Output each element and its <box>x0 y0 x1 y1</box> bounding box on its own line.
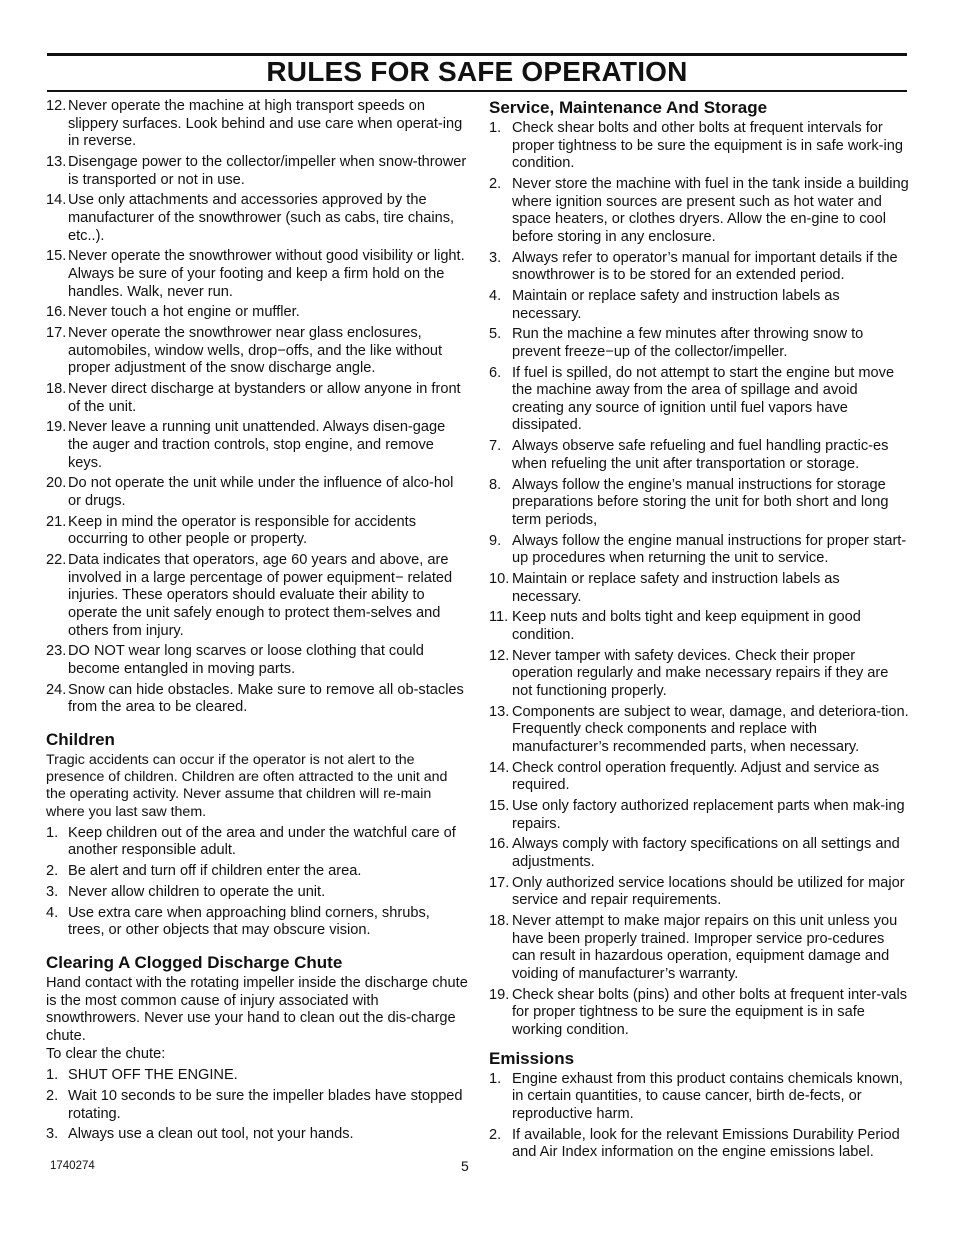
list-item <box>46 1067 468 1085</box>
item-text: Run the machine a few minutes after throwing snow to prevent freeze−up of the collector/impeller. <box>512 326 864 360</box>
item-number: 12. <box>46 98 67 114</box>
list-item <box>489 648 909 701</box>
list-item <box>46 192 468 245</box>
list-item <box>46 863 468 881</box>
item-number: 6. <box>489 364 502 381</box>
item-number: 22. <box>46 552 67 569</box>
item-text: Only authorized service locations should be utilized for major service and repair requirements. <box>512 874 905 909</box>
item-number: 18. <box>46 381 67 398</box>
item-number: 2. <box>46 863 59 880</box>
item-text: Never touch a hot engine or muffler. <box>68 304 300 321</box>
list-item <box>489 438 909 473</box>
item-text: Wait 10 seconds to be sure the impeller blades have stopped rotating. <box>68 1087 463 1122</box>
item-text: Keep nuts and bolts tight and keep equipment in good condition. <box>512 609 861 643</box>
right-column <box>489 98 909 1165</box>
item-number: 2. <box>46 1087 59 1104</box>
item-text: Never operate the machine at high transport speeds on slippery surfaces. Look behind and use care when operat-ing in reverse. <box>68 98 463 150</box>
item-text: Check control operation frequently. Adjust and service as required. <box>512 759 880 794</box>
item-text: Check shear bolts (pins) and other bolts at frequent inter-vals for proper tightness to be sure the equipment is in safe working condition. <box>512 986 908 1038</box>
list-item <box>46 475 468 510</box>
item-number: 1. <box>46 1067 59 1084</box>
emissions-heading: Emissions <box>489 1048 575 1068</box>
item-number: 20. <box>46 475 67 492</box>
list-item <box>489 760 909 795</box>
children-heading: Children <box>46 730 115 750</box>
item-number: 4. <box>46 904 59 921</box>
item-number: 23. <box>46 643 67 660</box>
item-number: 1. <box>46 824 59 841</box>
list-item <box>489 571 909 606</box>
list-item <box>489 1127 909 1162</box>
document-number: 1740274 <box>50 1160 95 1172</box>
item-text: Never store the machine with fuel in the tank inside a building where ignition sources are present such as hot water and space heaters, or clothes dryers. Allow the en-gine to cool before storing in any enclosure. <box>512 175 909 245</box>
item-text: Never attempt to make major repairs on this unit unless you have been properly trained. Improper service pro-cedures can result in hazardous operation, equipment damage and voiding of manufacturer’s warranty. <box>512 913 898 982</box>
item-number: 11. <box>489 609 509 626</box>
item-number: 5. <box>489 326 502 343</box>
item-text: Be alert and turn off if children enter the area. <box>68 863 362 880</box>
list-item <box>489 875 909 910</box>
list-item <box>489 250 909 285</box>
item-text: Always follow the engine’s manual instructions for storage preparations before storing the unit for both short and long term periods, <box>512 476 889 528</box>
item-text: Data indicates that operators, age 60 years and above, are involved in a large percentage of power equipment− related injuries. These operators should evaluate their ability to operate the unit safely enough to protect them-selves and others from injury. <box>68 552 453 639</box>
item-number: 1. <box>489 120 502 136</box>
item-text: Use only attachments and accessories approved by the manufacturer of the snowthrower (such as cabs, tire chains, etc..). <box>68 192 455 244</box>
item-text: Components are subject to wear, damage, and deteriora-tion. Frequently check components and replace with manufacturer’s recommended parts, when necessary. <box>512 703 909 755</box>
item-number: 14. <box>46 192 67 209</box>
item-number: 1. <box>489 1070 502 1087</box>
list-item <box>489 120 909 173</box>
list-item <box>489 176 909 246</box>
item-number: 10. <box>489 570 510 587</box>
item-number: 3. <box>46 884 59 900</box>
item-text: Keep in mind the operator is responsible for accidents occurring to other people or property. <box>68 513 417 548</box>
left-column <box>46 98 468 1147</box>
item-text: Always observe safe refueling and fuel handling practic-es when refueling the unit after transportation or storage. <box>512 438 889 472</box>
item-number: 2. <box>489 1126 502 1143</box>
item-number: 16. <box>46 304 67 321</box>
item-number: 19. <box>46 419 67 436</box>
item-text: Never operate the snowthrower without good visibility or light. Always be sure of your footing and keep a firm hold on the handles. Walk, never run. <box>68 248 465 300</box>
item-number: 16. <box>489 836 510 853</box>
list-item <box>489 836 909 871</box>
chute-list <box>46 1067 468 1144</box>
item-text: Snow can hide obstacles. Make sure to remove all ob-stacles from the area to be cleared. <box>68 681 464 716</box>
item-text: Always follow the engine manual instructions for proper start-up procedures when returning the unit to service. <box>512 532 907 567</box>
item-number: 17. <box>46 325 67 342</box>
item-number: 3. <box>489 249 502 266</box>
item-number: 18. <box>489 913 510 930</box>
item-number: 8. <box>489 476 502 493</box>
list-item <box>489 477 909 530</box>
list-item <box>46 1088 468 1123</box>
item-text: SHUT OFF THE ENGINE. <box>68 1067 238 1084</box>
item-number: 21. <box>46 513 67 530</box>
list-item <box>46 514 468 549</box>
item-text: Maintain or replace safety and instruction labels as necessary. <box>512 570 840 605</box>
item-number: 2. <box>489 175 502 192</box>
list-item <box>489 365 909 435</box>
service-heading: Service, Maintenance And Storage <box>489 98 768 117</box>
item-text: Never tamper with safety devices. Check their proper operation regularly and make necessary repairs if they are not functioning properly. <box>512 647 889 699</box>
item-text: If available, look for the relevant Emissions Durability Period and Air Index information on the engine emissions label. <box>512 1126 900 1161</box>
list-item <box>489 798 909 833</box>
list-item <box>46 825 468 860</box>
list-item <box>489 1071 909 1124</box>
item-text: Keep children out of the area and under the watchful care of another responsible adult. <box>68 824 456 859</box>
list-item <box>46 552 468 640</box>
list-item <box>489 326 909 361</box>
item-text: Do not operate the unit while under the influence of alco-hol or drugs. <box>68 475 454 509</box>
safety-rules-list <box>46 98 468 717</box>
title-underline <box>47 90 907 92</box>
item-text: Always use a clean out tool, not your hands. <box>68 1126 354 1143</box>
item-text: Check shear bolts and other bolts at frequent intervals for proper tightness to be sure the equipment is in safe work-ing condition. <box>512 120 904 172</box>
item-text: Never leave a running unit unattended. Always disen-gage the auger and traction controls, stop engine, and remove keys. <box>68 419 446 471</box>
item-text: DO NOT wear long scarves or loose clothing that could become entangled in moving parts. <box>68 643 424 677</box>
list-item <box>489 704 909 757</box>
page-title: RULES FOR SAFE OPERATION <box>266 56 688 87</box>
list-item <box>46 248 468 301</box>
chute-intro-2: To clear the chute: <box>46 1045 166 1062</box>
list-item <box>46 154 468 189</box>
list-item <box>489 609 909 644</box>
item-number: 7. <box>489 438 502 455</box>
list-item <box>46 905 468 940</box>
item-text: Engine exhaust from this product contains chemicals known, in certain quantities, to cause cancer, birth de-fects, or reproductive harm. <box>512 1070 903 1122</box>
item-number: 4. <box>489 287 502 304</box>
children-list <box>46 825 468 940</box>
item-number: 15. <box>489 798 510 814</box>
item-text: Never allow children to operate the unit. <box>68 884 326 900</box>
list-item <box>46 682 468 717</box>
item-number: 3. <box>46 1126 59 1143</box>
item-text: Use only factory authorized replacement parts when mak-ing repairs. <box>512 798 905 832</box>
item-number: 12. <box>489 647 510 664</box>
list-item <box>46 643 468 678</box>
item-number: 13. <box>46 153 67 170</box>
list-item <box>46 419 468 472</box>
list-item <box>46 304 468 322</box>
item-text: Never operate the snowthrower near glass enclosures, automobiles, window wells, drop−offs, and the like without proper adjustment of the snow discharge angle. <box>68 325 443 377</box>
item-number: 19. <box>489 986 510 1003</box>
item-number: 24. <box>46 681 67 698</box>
list-item <box>46 381 468 416</box>
list-item <box>46 1126 468 1144</box>
list-item <box>46 884 468 902</box>
item-text: Always refer to operator’s manual for important details if the snowthrower is to be stored for an extended period. <box>512 249 898 284</box>
chute-intro: Hand contact with the rotating impeller inside the discharge chute is the most common cause of injury associated with snowthrowers. Never use your hand to clean out the dis-charge chute. <box>46 975 468 1044</box>
item-text: Maintain or replace safety and instruction labels as necessary. <box>512 287 840 322</box>
item-number: 17. <box>489 874 510 891</box>
list-item <box>489 913 909 983</box>
item-text: If fuel is spilled, do not attempt to start the engine but move the machine away from the area of spillage and avoid creating any source of ignition until fuel vapors have dissipated. <box>512 364 895 434</box>
chute-heading: Clearing A Clogged Discharge Chute <box>46 953 343 973</box>
item-text: Always comply with factory specifications on all settings and adjustments. <box>512 836 900 870</box>
service-list <box>489 120 909 1039</box>
children-intro: Tragic accidents can occur if the operator is not alert to the presence of children. Children are often attracted to the unit and the operating activity. Never assume that children will re-main where you last saw them. <box>46 752 448 820</box>
list-item <box>489 533 909 568</box>
item-text: Never direct discharge at bystanders or allow anyone in front of the unit. <box>68 381 461 415</box>
list-item <box>489 288 909 323</box>
item-text: Use extra care when approaching blind corners, shrubs, trees, or other objects that may obscure vision. <box>68 904 430 939</box>
item-number: 15. <box>46 248 67 265</box>
page-number: 5 <box>461 1158 469 1174</box>
list-item <box>46 325 468 378</box>
item-number: 9. <box>489 532 502 549</box>
list-item <box>489 987 909 1040</box>
list-item <box>46 98 468 151</box>
item-text: Disengage power to the collector/impeller when snow-thrower is transported or not in use. <box>68 153 467 188</box>
item-number: 14. <box>489 759 510 776</box>
item-number: 13. <box>489 703 510 720</box>
emissions-list <box>489 1071 909 1162</box>
